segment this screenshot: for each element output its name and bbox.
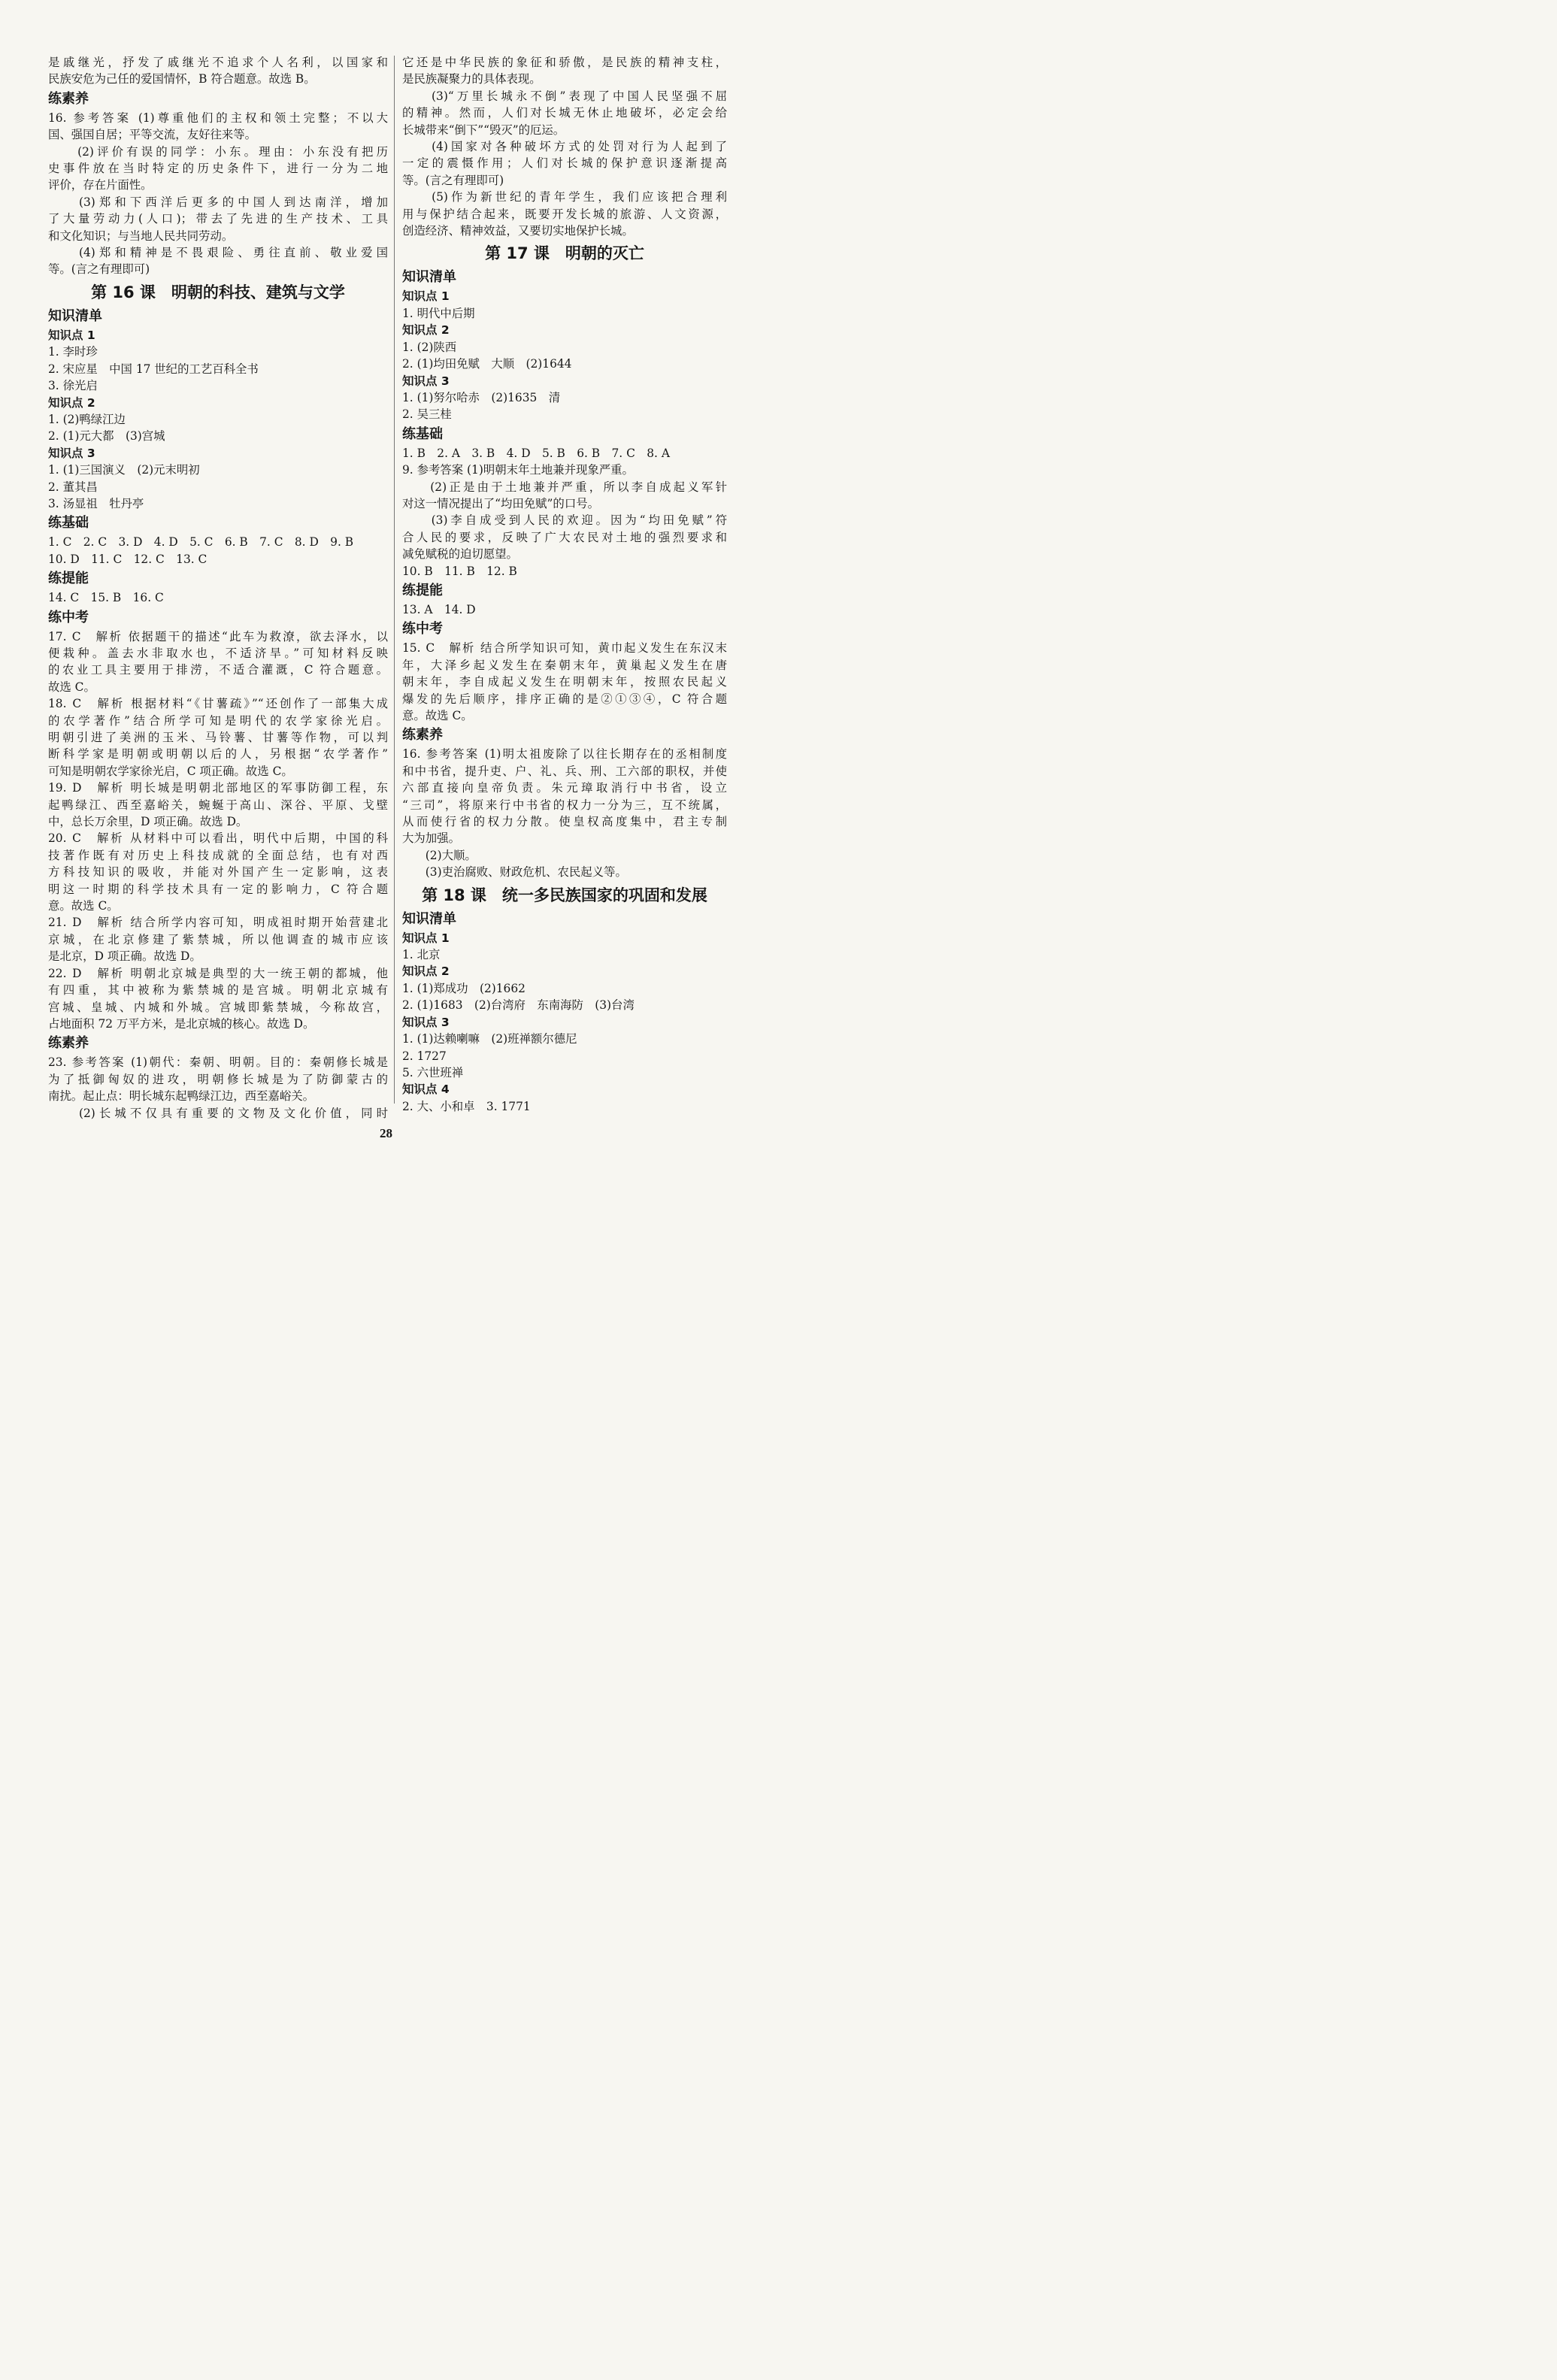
text-line: (5)作为新世纪的青年学生，我们应该把合理利 [402,190,727,204]
text-line: 南扰。起止点：明长城东起鸭绿江边，西至嘉峪关。 [48,1089,314,1104]
section-heading: 练素养 [48,90,89,107]
text-line: 1. B 2. A 3. B 4. D 5. B 6. B 7. C 8. A [402,446,670,460]
text-line: 2. (1)1683 (2)台湾府 东南海防 (3)台湾 [402,998,635,1013]
section-heading: 知识清单 [402,269,456,286]
subsection-heading: 知识点 4 [402,1083,450,1097]
text-line: 是北京，D 项正确。故选 D。 [48,949,201,964]
text-line: 民族安危为己任的爱国情怀，B 符合题意。故选 B。 [48,72,316,86]
lesson-title: 第 18 课 统一多民族国家的巩固和发展 [422,886,707,904]
text-line: 一定的震慑作用；人们对长城的保护意识逐渐提高 [402,156,727,171]
text-line: 10. D 11. C 12. C 13. C [48,552,207,566]
text-line: 明朝引进了美洲的玉米、马铃薯、甘薯等作物，可以判 [48,731,388,744]
text-line: 六部直接向皇帝负责。朱元璋取消行中书省，设立 [402,781,727,795]
text-line: 合人民的要求，反映了广大农民对土地的强烈要求和 [402,530,727,544]
text-line: 是戚继光，抒发了戚继光不追求个人名利，以国家和 [48,56,388,69]
section-heading: 练基础 [48,515,89,531]
text-line: 9. 参考答案 (1)明朝末年土地兼并现象严重。 [402,463,634,477]
text-line: 大为加强。 [402,831,460,846]
section-heading: 练提能 [402,582,443,598]
text-line: 爆发的先后顺序，排序正确的是②①③④，C 符合题 [402,692,727,706]
text-line: 16. 参考答案 (1)明太祖废除了以往长期存在的丞相制度 [402,747,727,762]
text-line: 创造经济、精神效益，又要切实地保护长城。 [402,224,634,238]
text-line: 的农学著作”结合所学可知是明代的农学家徐光启。 [48,713,388,728]
text-line: 起鸭绿江、西至嘉峪关，蜿蜒于高山、深谷、平原、戈壁 [48,798,388,812]
text-line: 等。(言之有理即可) [402,173,504,187]
text-line: (2)正是由于土地兼并严重，所以李自成起义军针 [402,480,727,494]
text-line: 1. (2)陕西 [402,340,457,354]
section-heading: 练基础 [402,425,443,442]
text-line: 国、强国自居；平等交流，友好往来等。 [48,128,257,142]
text-line: 17. C 解析 依据题干的描述“此车为救潦，欲去泽水，以 [48,629,388,643]
text-line: 1. C 2. C 3. D 4. D 5. C 6. B 7. C 8. D 9. B [48,535,354,550]
text-line: 长城带来“倒下”“毁灭”的厄运。 [402,123,565,137]
text-line: 占地面积 72 万平方米，是北京城的核心。故选 D。 [48,1016,315,1031]
text-line: 可知是明朝农学家徐光启，C 项正确。故选 C。 [48,764,293,778]
text-line: 14. C 15. B 16. C [48,591,164,605]
section-heading: 知识清单 [402,910,456,927]
text-line: 年，大泽乡起义发生在秦朝末年，黄巢起义发生在唐 [402,658,727,672]
text-line: 用与保护结合起来，既要开发长城的旅游、人文资源， [402,207,727,221]
text-line: (4)国家对各种破坏方式的处罚对行为人起到了 [402,140,727,154]
text-line: (3)“万里长城永不倒”表现了中国人民坚强不屈 [402,89,727,103]
text-line: 对这一情况提出了“均田免赋”的口号。 [402,496,599,510]
text-line: 2. (1)元大都 (3)宫城 [48,429,165,444]
subsection-heading: 知识点 1 [48,328,95,342]
text-line: 2. (1)均田免赋 大顺 (2)1644 [402,357,572,371]
text-line: 为了抵御匈奴的进攻，明朝修长城是为了防御蒙古的 [48,1072,388,1086]
text-line: 2. 宋应星 中国 17 世纪的工艺百科全书 [48,362,259,376]
text-line: 京城，在北京修建了紫禁城，所以他调查的城市应该 [48,932,388,946]
text-line: 中，总长万余里，D 项正确。故选 D。 [48,815,248,829]
subsection-heading: 知识点 2 [402,964,450,979]
text-line: 2. 大、小和卓 3. 1771 [402,1099,531,1113]
text-line: 方科技知识的吸收，并能对外国产生一定影响，这表 [48,865,388,880]
text-line: 19. D 解析 明长城是明朝北部地区的军事防御工程，东 [48,781,388,795]
text-line: (2)长城不仅具有重要的文物及文化价值，同时 [48,1106,388,1120]
text-line: 1. (1)努尔哈赤 (2)1635 清 [402,390,561,404]
text-line: 1. 明代中后期 [402,306,475,320]
text-line: 10. B 11. B 12. B [402,564,517,578]
text-line: 便栽种。盖去水非取水也，不适济旱。”可知材料反映 [48,646,388,660]
text-line: 23. 参考答案 (1)朝代：秦朝、明朝。目的：秦朝修长城是 [48,1055,388,1070]
text-line: 它还是中华民族的象征和骄傲，是民族的精神支柱， [402,56,727,69]
text-line: 1. (1)郑成功 (2)1662 [402,981,526,995]
text-line: (3)李自成受到人民的欢迎。因为“均田免赋”符 [402,513,727,528]
text-line: 2. 吴三桂 [402,407,452,422]
text-line: 13. A 14. D [402,602,476,616]
text-line: 明这一时期的科学技术具有一定的影响力，C 符合题 [48,882,388,896]
text-line: 是民族凝聚力的具体表现。 [402,72,541,86]
text-line: 3. 汤显祖 牡丹亭 [48,496,144,510]
subsection-heading: 知识点 3 [402,1015,450,1029]
subsection-heading: 知识点 2 [48,395,95,410]
text-line: 1. (2)鸭绿江边 [48,412,126,426]
section-heading: 练素养 [402,727,443,743]
text-line: 等。(言之有理即可) [48,262,150,277]
text-line: 的精神。然而，人们对长城无休止地破坏，必定会给 [402,106,727,120]
subsection-heading: 知识点 1 [402,289,450,304]
text-line: 朝末年，李自成起义发生在明朝末年，按照农民起义 [402,675,727,689]
text-line: 史事件放在当时特定的历史条件下，进行一分为二地 [48,162,388,176]
section-heading: 练中考 [402,621,443,637]
lesson-title: 第 16 课 明朝的科技、建筑与文学 [91,283,345,301]
text-line: 意。故选 C。 [402,709,473,722]
text-line: 从而使行省的权力分散。使皇权高度集中，君主专制 [402,815,727,829]
text-line: 技著作既有对历史上科技成就的全面总结，也有对西 [48,848,388,862]
section-heading: 练素养 [48,1035,89,1052]
right-column [402,54,727,1115]
column-divider [394,56,395,1104]
text-line: 18. C 解析 根据材料“《甘薯疏》”“还创作了一部集大成 [48,697,388,711]
page-number: 28 [380,1126,392,1140]
text-line: 3. 徐光启 [48,379,98,393]
text-line: 和文化知识；与当地人民共同劳动。 [48,229,234,243]
text-line: (2)大顺。 [402,848,477,862]
text-line: 21. D 解析 结合所学内容可知，明成祖时期开始营建北 [48,916,388,930]
text-line: 1. 北京 [402,948,441,962]
text-line: 的农业工具主要用于排涝，不适合灌溉，C 符合题意。 [48,663,388,677]
section-heading: 练提能 [48,571,89,587]
text-line: 5. 六世班禅 [402,1065,464,1079]
subsection-heading: 知识点 3 [402,374,450,388]
section-heading: 练中考 [48,609,89,625]
text-line: 1. (1)三国演义 (2)元末明初 [48,463,200,477]
text-line: 2. 董其昌 [48,480,98,494]
text-line: “三司”，将原来行中书省的权力一分为三，互不统属， [402,798,727,812]
text-line: 15. C 解析 结合所学知识可知，黄巾起义发生在东汉末 [402,641,727,656]
text-line: 意。故选 C。 [48,899,119,913]
text-line: 16. 参考答案 (1)尊重他们的主权和领土完整；不以大 [48,111,388,125]
text-line: (2)评价有误的同学：小东。理由：小东没有把历 [48,144,388,159]
text-line: 了大量劳动力(人口)；带去了先进的生产技术、工具 [48,212,388,226]
text-line: 22. D 解析 明朝北京城是典型的大一统王朝的都城，他 [48,966,388,980]
subsection-heading: 知识点 1 [402,931,450,945]
text-line: 故选 C。 [48,680,95,694]
text-line: 评价，存在片面性。 [48,178,153,192]
text-line: 1. 李时珍 [48,345,98,359]
subsection-heading: 知识点 3 [48,446,95,460]
text-line: (3)吏治腐败、财政危机、农民起义等。 [402,865,627,880]
lesson-title: 第 17 课 明朝的灭亡 [485,244,644,263]
subsection-heading: 知识点 2 [402,323,450,338]
text-line: 1. (1)达赖喇嘛 (2)班禅额尔德尼 [402,1032,577,1046]
left-column [48,54,388,1122]
text-line: (3)郑和下西洋后更多的中国人到达南洋，增加 [48,195,388,209]
section-heading: 知识清单 [48,307,102,324]
text-line: 减免赋税的迫切愿望。 [402,547,518,562]
text-line: 有四重，其中被称为紫禁城的是宫城。明朝北京城有 [48,983,388,998]
text-line: 宫城、皇城、内城和外城。宫城即紫禁城，今称故宫， [48,1000,388,1014]
text-line: (4)郑和精神是不畏艰险、勇往直前、敬业爱国 [48,246,388,260]
text-line: 和中书省，提升吏、户、礼、兵、刑、工六部的职权，并使 [402,764,727,778]
text-line: 2. 1727 [402,1049,447,1063]
text-line: 20. C 解析 从材料中可以看出，明代中后期，中国的科 [48,831,388,846]
text-line: 断科学家是明朝或明朝以后的人，另根据“农学著作” [48,747,388,762]
